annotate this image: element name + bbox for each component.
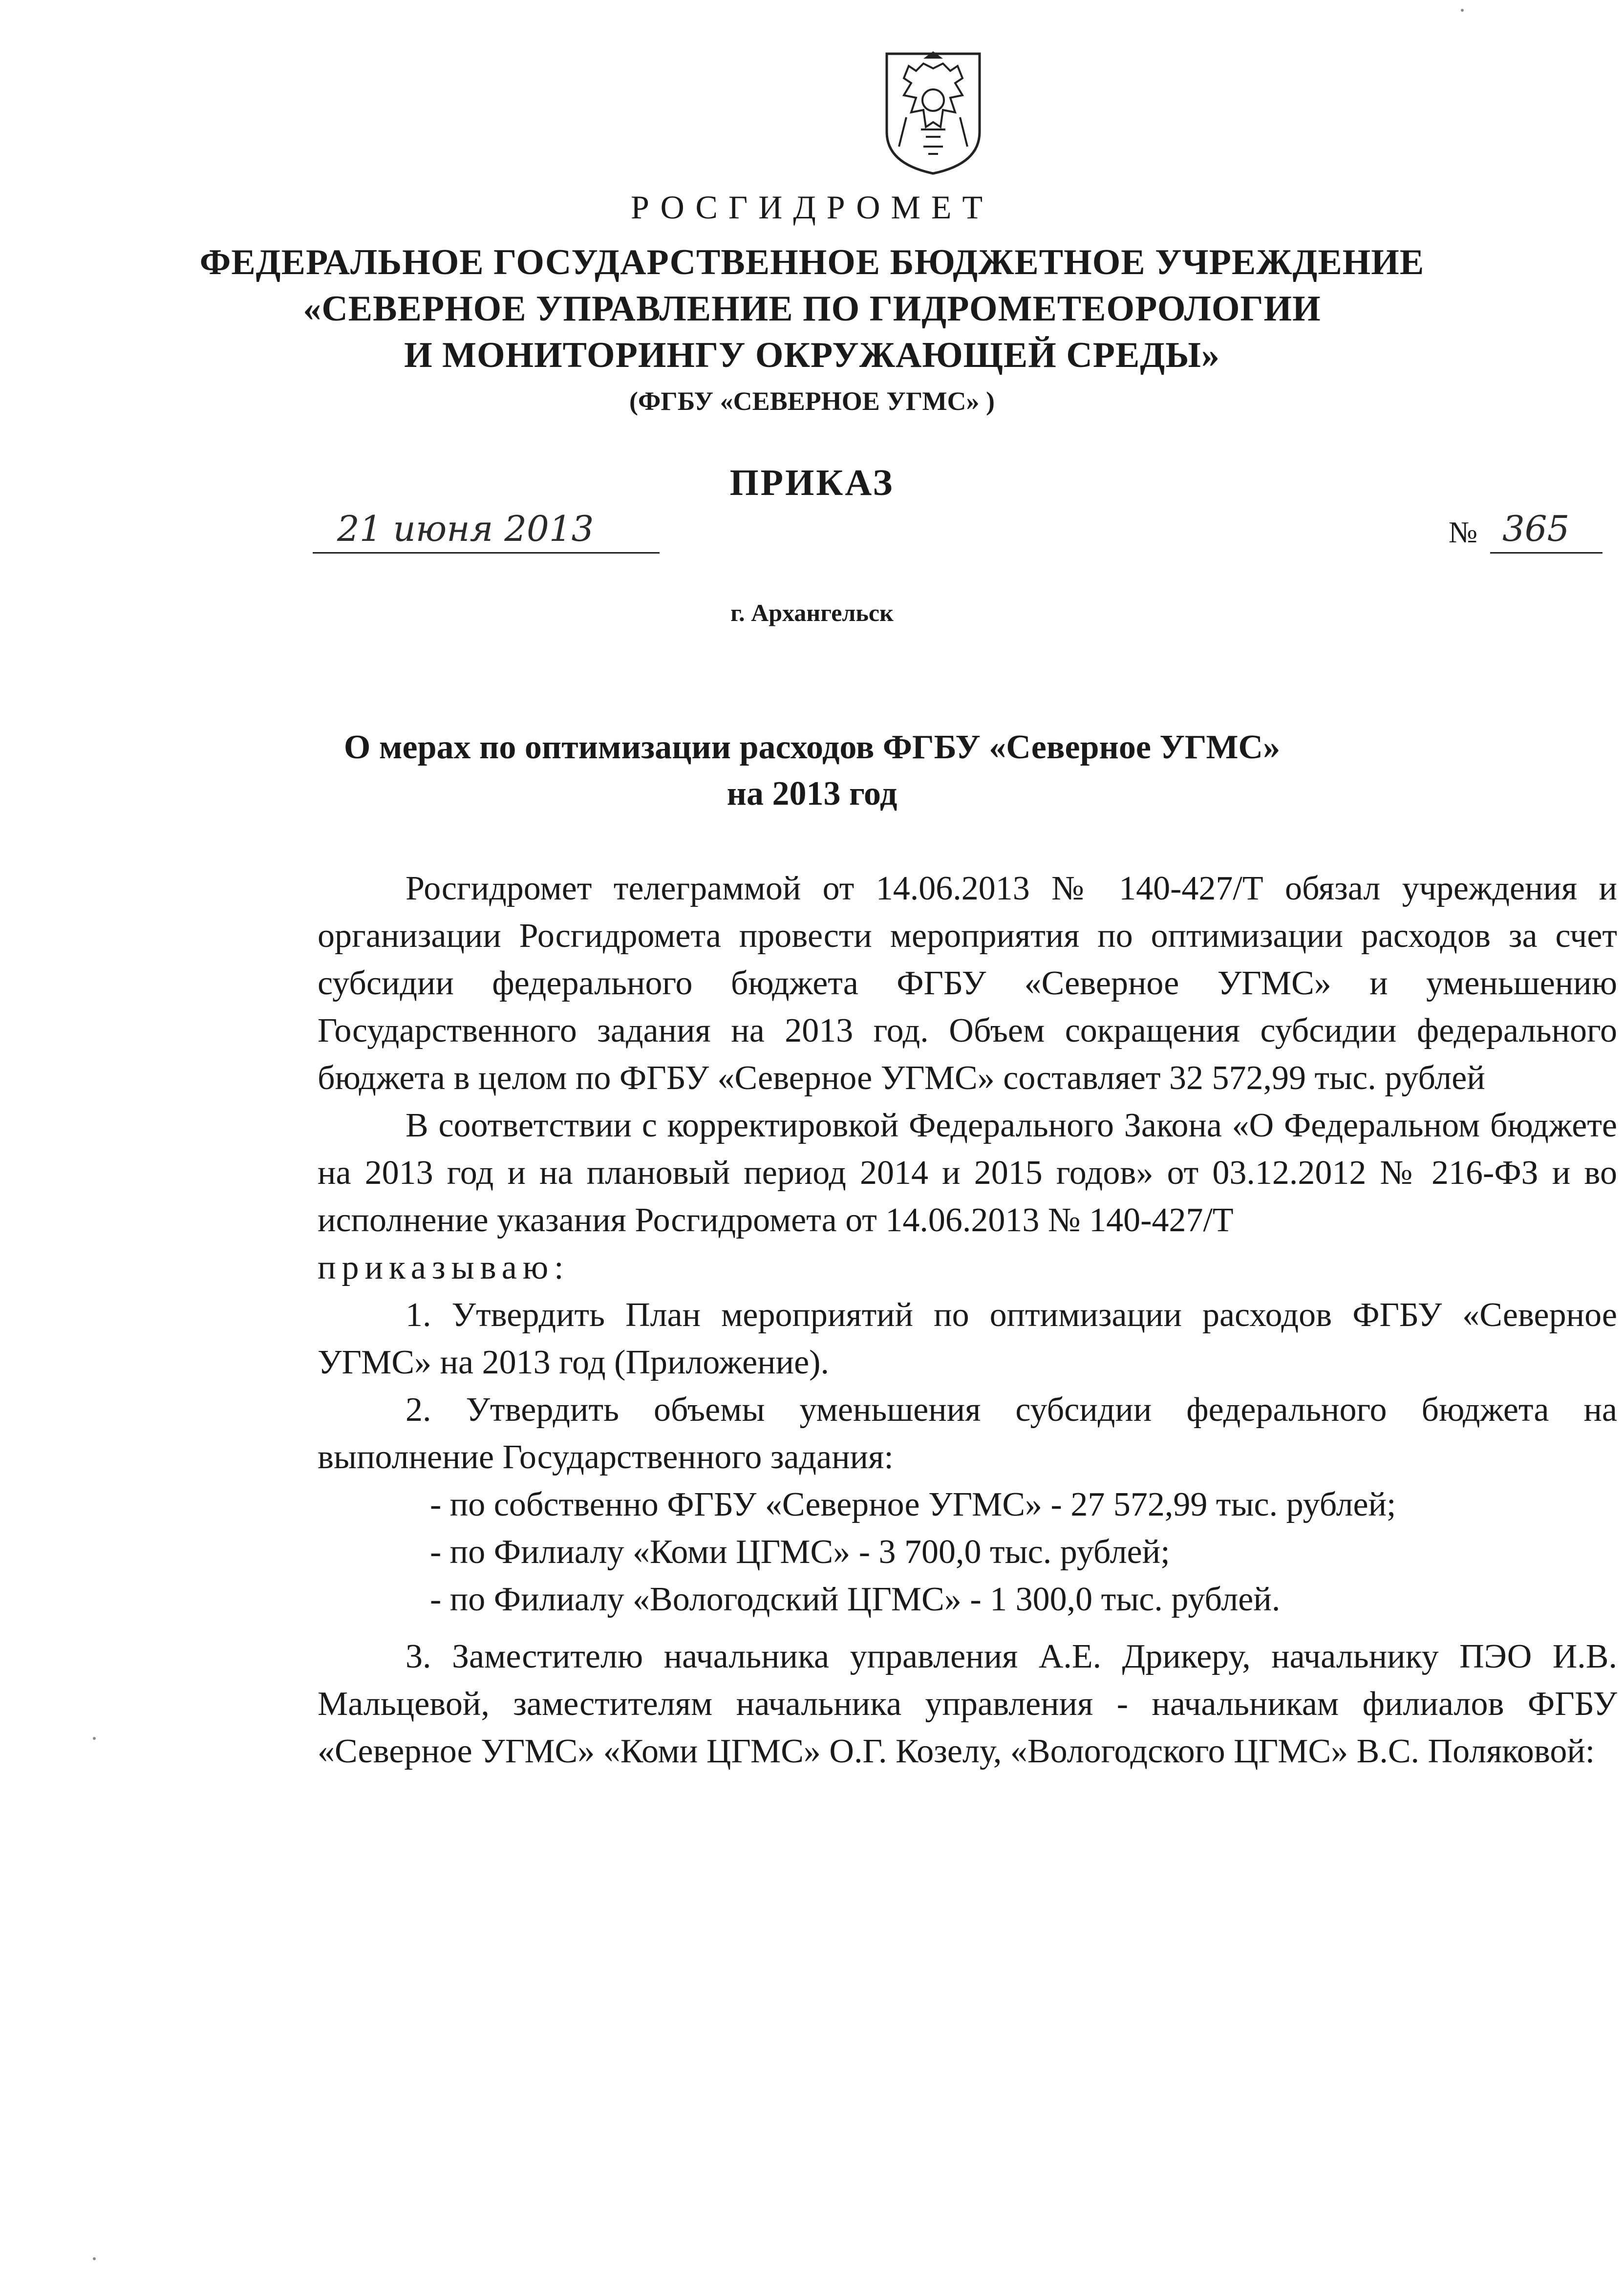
scan-speck [93,1737,96,1740]
org-name-line-3: И МОНИТОРИНГУ ОКРУЖАЮЩЕЙ СРЕДЫ» [404,335,1220,375]
order-date-field [313,508,660,554]
paragraph-2: В соответствии с корректировкой Федерального Закона «О Федеральном бюджете на 2013 год и на плановый период 2014 и 2015 годов» от 03.12.2012 № 216-ФЗ и во исполнение указания Росгидромета от 14.06.2013 № 140-427/Т [318,1107,1617,1239]
order-subject-line-2: на 2013 год [727,775,897,813]
order-number-field [1490,503,1603,554]
list-item: - по Филиалу «Вологодский ЦГМС» - 1 300,0 тыс. рублей. [430,1581,1281,1618]
order-word: приказываю: [318,1249,570,1286]
order-subject-line-1: О мерах по оптимизации расходов ФГБУ «Северное УГМС» [343,728,1281,766]
order-number-label: № [1449,516,1478,549]
list-item: - по собственно ФГБУ «Северное УГМС» - 27 572,99 тыс. рублей; [430,1486,1396,1523]
order-item-2: 2. Утвердить объемы уменьшения субсидии федерального бюджета на выполнение Государственного задания: [318,1391,1617,1476]
order-item-1: 1. Утвердить План мероприятий по оптимизации расходов ФГБУ «Северное УГМС» на 2013 год (Приложение). [318,1296,1617,1381]
scan-speck [1461,9,1464,12]
org-name-line-2: «СЕВЕРНОЕ УПРАВЛЕНИЕ ПО ГИДРОМЕТЕОРОЛОГИИ [303,289,1321,329]
order-item-2-list [318,1481,1617,1623]
paragraph-1: Росгидромет телеграммой от 14.06.2013 № 140-427/Т обязал учреждения и организации Росгидромета провести мероприятия по оптимизации расходов за счет субсидии федерального бюджета ФГБУ «Северное УГМС» и уменьшению Государственного задания на 2013 год. Объем сокращения субсидии федерального бюджета в целом по ФГБУ «Северное УГМС» составляет 32 572,99 тыс. рублей [318,870,1617,1097]
order-city: г. Архангельск [730,599,894,626]
org-abbreviation: (ФГБУ «СЕВЕРНОЕ УГМС» ) [629,386,995,416]
org-name-line-1: ФЕДЕРАЛЬНОЕ ГОСУДАРСТВЕННОЕ БЮДЖЕТНОЕ УЧРЕЖДЕНИЕ [199,242,1425,282]
order-item-3: 3. Заместителю начальника управления А.Е. Дрикеру, начальнику ПЭО И.В. Мальцевой, заместителям начальника управления - начальникам филиалов ФГБУ «Северное УГМС» «Коми ЦГМС» О.Г. Козелу, «Вологодского ЦГМС» В.С. Поляковой: [318,1638,1617,1770]
scan-speck [93,2257,96,2260]
agency-name: РОСГИДРОМЕТ [630,189,994,226]
order-number-handwritten: 365 [1502,508,1570,549]
order-date-handwritten: 21 июня 2013 [337,508,594,549]
list-item: - по Филиалу «Коми ЦГМС» - 3 700,0 тыс. рублей; [430,1533,1170,1571]
coat-of-arms-icon [877,49,989,176]
order-body [318,865,1617,1775]
order-title: ПРИКАЗ [729,462,895,503]
